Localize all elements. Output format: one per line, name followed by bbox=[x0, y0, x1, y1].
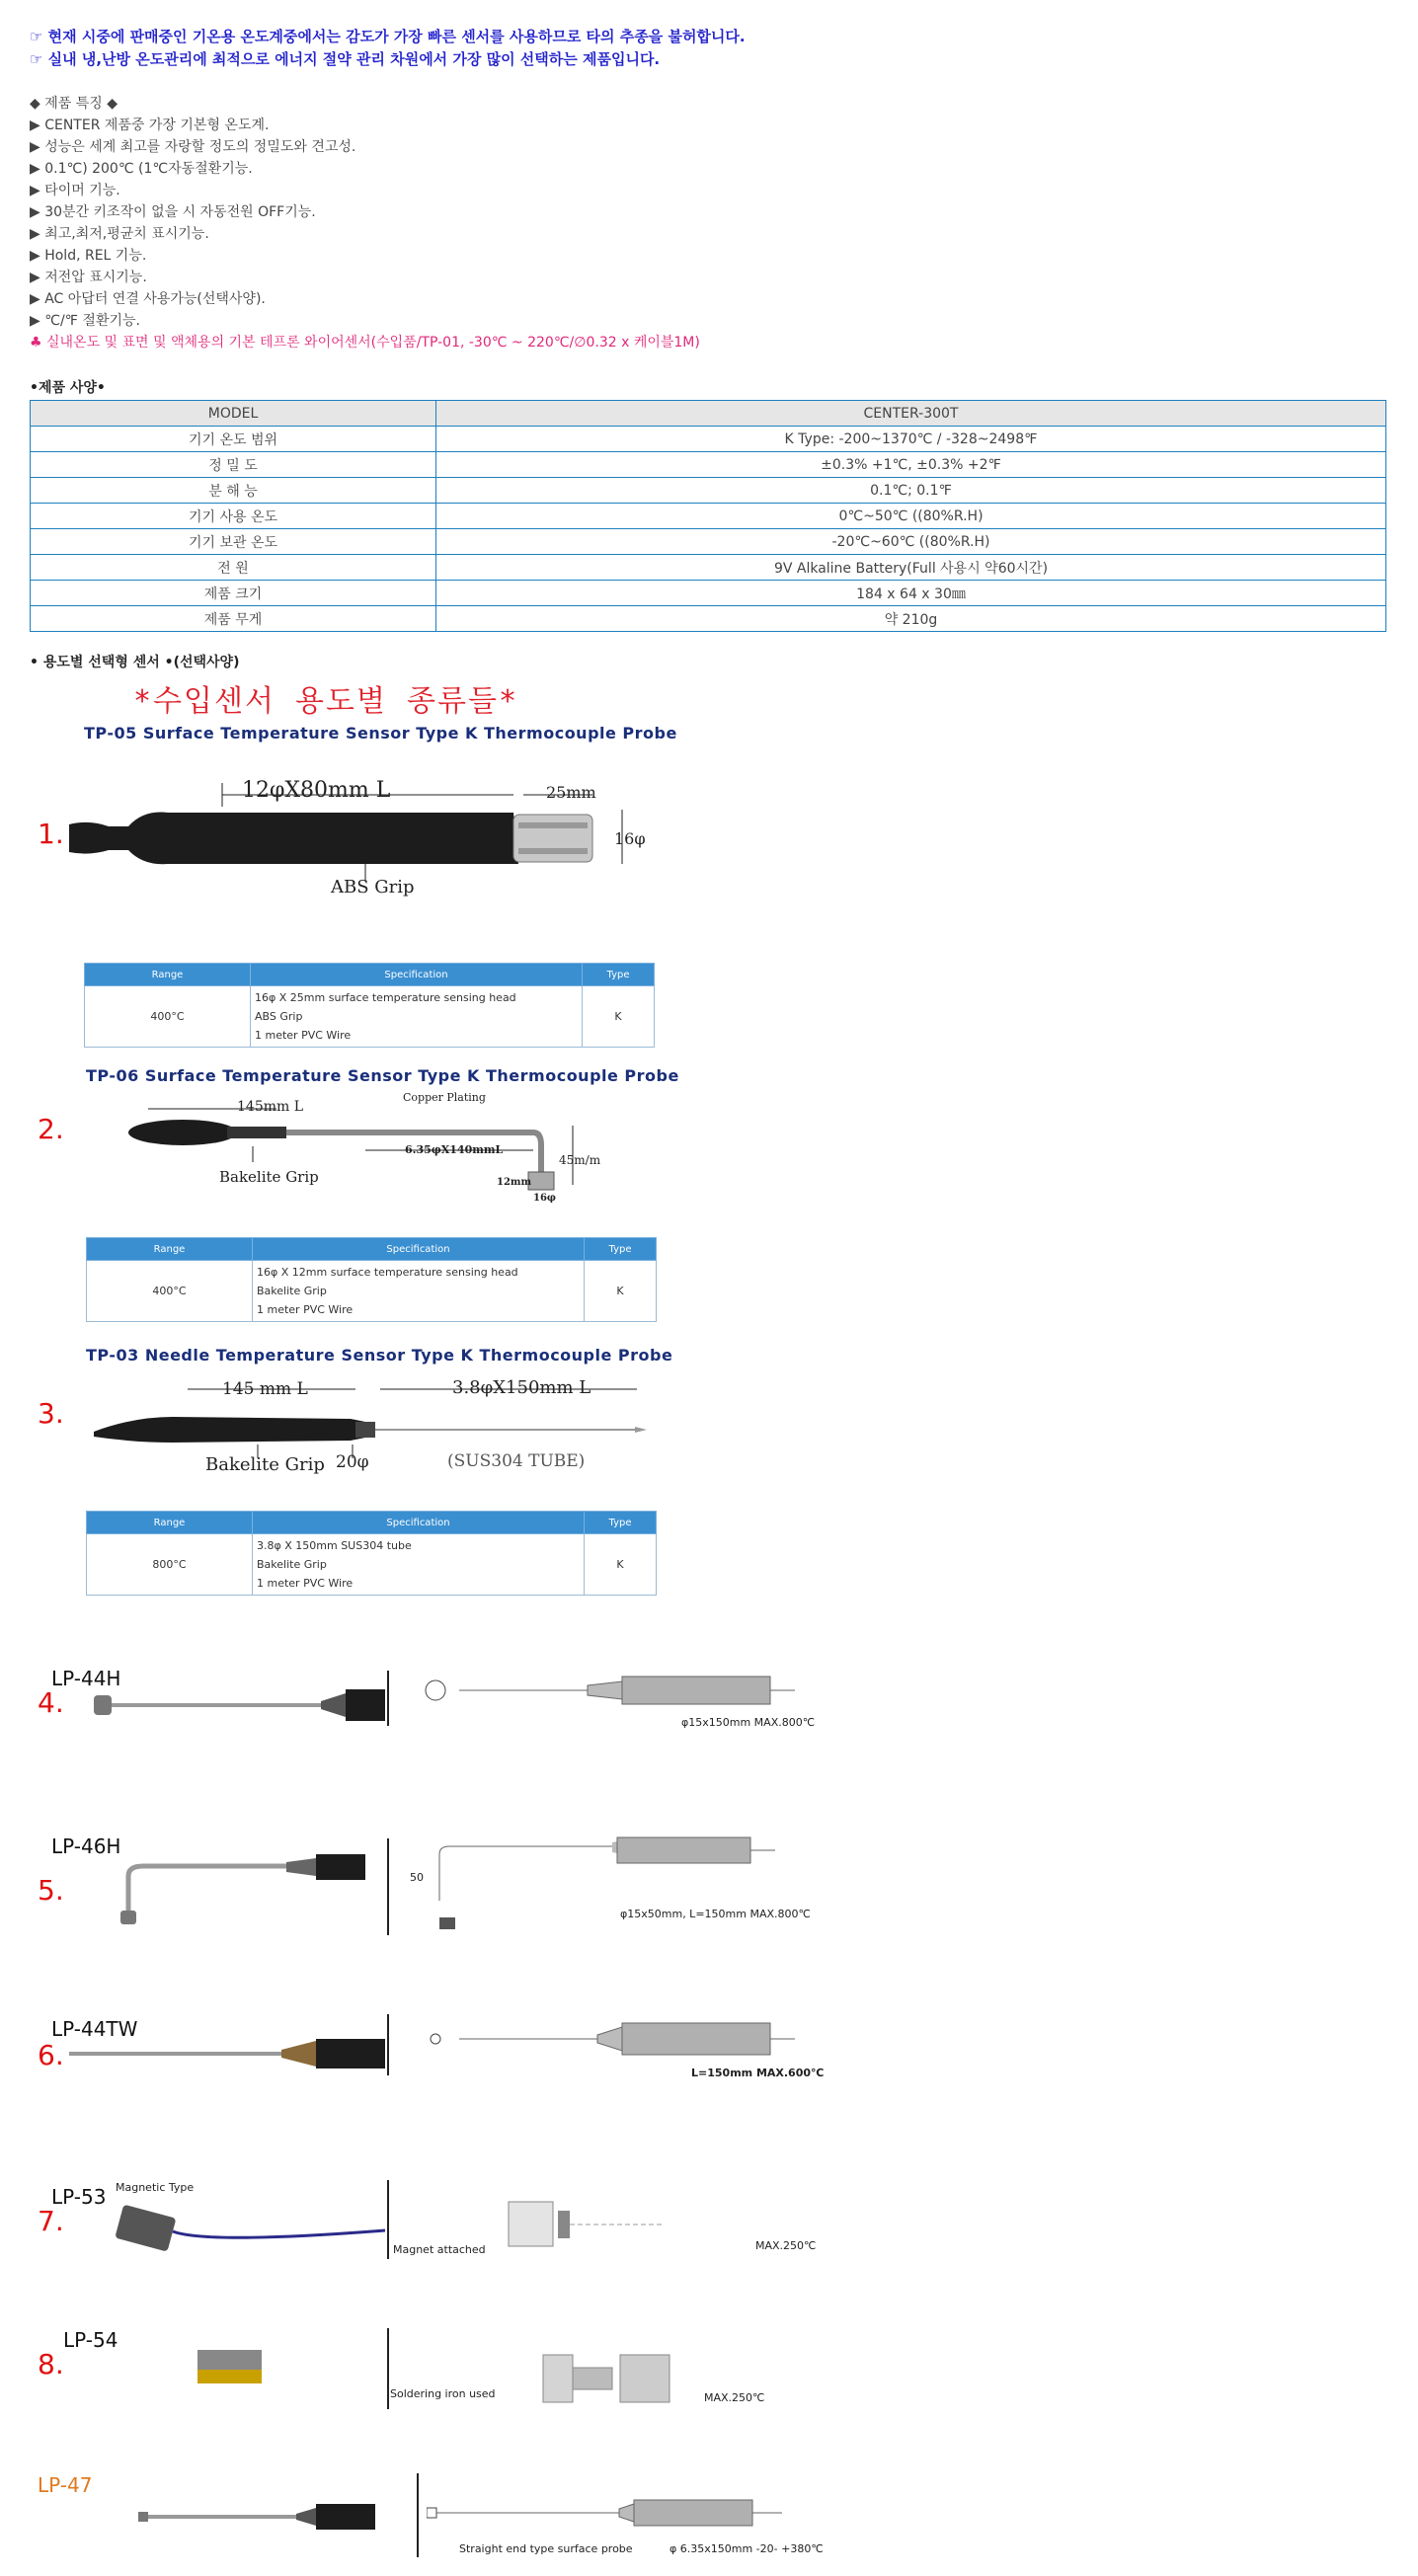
spec-key: 정 밀 도 bbox=[31, 452, 436, 478]
feature-item: ▶ AC 아답터 연결 사용가능(선택사양). bbox=[30, 291, 266, 307]
lp-name: LP-46H bbox=[51, 1834, 121, 1858]
spec-cell bbox=[253, 1261, 585, 1322]
probe-ferrule bbox=[355, 1422, 375, 1438]
probe-spec-table bbox=[86, 1511, 657, 1596]
spec-value: ±0.3% +1℃, ±0.3% +2℉ bbox=[436, 452, 1386, 478]
range-cell: 800°C bbox=[87, 1534, 253, 1596]
feature-item: ▶ 최고,최저,평균치 표시기능. bbox=[30, 226, 209, 242]
probe-tip bbox=[528, 1172, 554, 1190]
probe-handle bbox=[316, 2504, 375, 2530]
feature-item: ▶ 30분간 키조작이 없을 시 자동전원 OFF기능. bbox=[30, 204, 316, 220]
lp53-photo bbox=[109, 2197, 385, 2256]
probe-grip bbox=[128, 1120, 237, 1145]
divider bbox=[417, 2473, 419, 2557]
spec-key: 전 원 bbox=[31, 555, 436, 581]
spec-cell bbox=[251, 986, 583, 1048]
lp-note: Straight end type surface probe bbox=[459, 2542, 633, 2555]
mini-header-type: Type bbox=[585, 1238, 657, 1261]
spec-key: 기기 보관 온도 bbox=[31, 529, 436, 555]
lp46h-photo bbox=[99, 1846, 385, 1930]
lp-name: LP-44H bbox=[51, 1667, 121, 1690]
spec-line: 16φ X 12mm surface temperature sensing head bbox=[257, 1266, 518, 1279]
feature-item: ▶ CENTER 제품중 가장 기본형 온도계. bbox=[30, 117, 270, 133]
feature-item: ▶ 성능은 세계 최고를 자랑할 정도의 정밀도와 견고성. bbox=[30, 139, 356, 155]
dim-label: ABS Grip bbox=[331, 877, 415, 898]
intro-line-1: ☞ 현재 시중에 판매중인 기온용 온도계중에서는 감도가 가장 빠른 센서를 사용하므로 타의 추종을 불허합니다. bbox=[30, 28, 746, 45]
spec-line: Bakelite Grip bbox=[257, 1558, 327, 1571]
dim-label: 12φX80mm L bbox=[242, 778, 391, 803]
type-cell: K bbox=[585, 1261, 657, 1322]
table-row bbox=[87, 1534, 657, 1596]
table-row bbox=[31, 504, 1386, 529]
lp44h-photo bbox=[59, 1674, 385, 1733]
probe-band bbox=[197, 2370, 262, 2383]
magnet-head bbox=[115, 2205, 176, 2252]
lp46h-drawing bbox=[420, 1836, 825, 1935]
dim-label: 6.35φX140mmL bbox=[405, 1143, 504, 1156]
item-number: 5. bbox=[38, 1874, 64, 1907]
lp44tw-photo bbox=[59, 2029, 385, 2078]
item-number: 3. bbox=[38, 1397, 64, 1430]
spec-header-value: CENTER-300T bbox=[436, 401, 1386, 427]
spec-title: •제품 사양• bbox=[30, 380, 106, 396]
probe-tip bbox=[94, 1695, 112, 1715]
item-number: 1. bbox=[38, 818, 64, 850]
big-title: *수입센서 용도별 종류들* bbox=[133, 684, 519, 719]
probe-connector bbox=[573, 2368, 612, 2389]
lp-caption: φ15x50mm, L=150mm MAX.800℃ bbox=[620, 1908, 811, 1920]
dim-label: 16φ bbox=[533, 1193, 556, 1204]
probe-cable bbox=[173, 2230, 385, 2237]
spec-key: 기기 온도 범위 bbox=[31, 427, 436, 452]
spec-cell bbox=[253, 1534, 585, 1596]
probe-handle bbox=[634, 2500, 752, 2526]
feature-item: ▶ 타이머 기능. bbox=[30, 183, 120, 198]
lp-name: LP-53 bbox=[51, 2185, 107, 2209]
probe-body bbox=[69, 813, 518, 865]
spec-line: 1 meter PVC Wire bbox=[257, 1303, 354, 1316]
probe-tip-view bbox=[439, 1917, 455, 1929]
probe-end-view bbox=[427, 2508, 436, 2518]
spec-key: 분 해 능 bbox=[31, 478, 436, 504]
features-title: ◆ 제품 특징 ◆ bbox=[30, 96, 118, 112]
lp-note: Magnet attached bbox=[393, 2243, 486, 2256]
feature-item: ▶ 0.1℃) 200℃ (1℃자동절환기능. bbox=[30, 161, 253, 177]
divider bbox=[387, 1671, 389, 1726]
mini-header-spec: Specification bbox=[251, 964, 583, 986]
range-cell: 400°C bbox=[85, 986, 251, 1048]
dim-label: 12mm bbox=[497, 1177, 532, 1188]
spec-value: 184 x 64 x 30㎜ bbox=[436, 581, 1386, 606]
table-row bbox=[31, 555, 1386, 581]
item-number: 8. bbox=[38, 2348, 64, 2381]
lp47-drawing bbox=[427, 2498, 822, 2537]
intro-line-2: ☞ 실내 냉,난방 온도관리에 최적으로 에너지 절약 관리 차원에서 가장 많이 선택하는 제품입니다. bbox=[30, 50, 661, 68]
probe-cone bbox=[619, 2504, 634, 2522]
divider bbox=[387, 2014, 389, 2075]
probe-neck bbox=[227, 1127, 286, 1138]
probe-cone bbox=[612, 1841, 617, 1853]
probe-head bbox=[558, 2211, 570, 2238]
feature-item: ▶ Hold, REL 기능. bbox=[30, 248, 147, 264]
probe-spec-table bbox=[86, 1237, 657, 1322]
spec-line: 1 meter PVC Wire bbox=[257, 1577, 354, 1590]
table-row bbox=[31, 478, 1386, 504]
table-row bbox=[31, 452, 1386, 478]
spec-value: 약 210g bbox=[436, 606, 1386, 632]
lp-caption: L=150mm MAX.600℃ bbox=[691, 2067, 825, 2079]
lp54-photo bbox=[193, 2342, 272, 2396]
dim-label: 25mm bbox=[546, 783, 596, 802]
lp54-drawing bbox=[541, 2350, 689, 2409]
probe-handle bbox=[316, 2039, 385, 2069]
spec-value: K Type: -200~1370℃ / -328~2498℉ bbox=[436, 427, 1386, 452]
spec-value: -20℃~60℃ ((80%R.H) bbox=[436, 529, 1386, 555]
spec-line: 3.8φ X 150mm SUS304 tube bbox=[257, 1539, 412, 1552]
probe-side-view bbox=[620, 2355, 670, 2402]
magnet-body bbox=[509, 2202, 553, 2246]
probe-head-rib bbox=[518, 848, 588, 854]
mini-header-type: Type bbox=[583, 964, 655, 986]
probe-title: TP-05 Surface Temperature Sensor Type K Thermocouple Probe bbox=[84, 724, 677, 742]
spec-line: 1 meter PVC Wire bbox=[255, 1029, 352, 1042]
lp-caption: φ15x150mm MAX.800℃ bbox=[681, 1716, 816, 1729]
dim-label: 145mm L bbox=[237, 1099, 304, 1115]
probe-body bbox=[543, 2355, 573, 2402]
spec-line: Bakelite Grip bbox=[257, 1285, 327, 1297]
table-row bbox=[85, 986, 655, 1048]
spec-key: 제품 무게 bbox=[31, 606, 436, 632]
type-cell: K bbox=[585, 1534, 657, 1596]
spec-line: ABS Grip bbox=[255, 1010, 303, 1023]
range-cell: 400°C bbox=[87, 1261, 253, 1322]
probe-title: TP-06 Surface Temperature Sensor Type K Thermocouple Probe bbox=[86, 1066, 679, 1085]
lp-name: LP-47 bbox=[38, 2473, 93, 2497]
probe-end-view bbox=[426, 1680, 445, 1700]
dim-label: 45m/m bbox=[559, 1153, 601, 1167]
spec-key: 제품 크기 bbox=[31, 581, 436, 606]
probe-cone bbox=[321, 1693, 346, 1717]
divider bbox=[387, 2328, 389, 2409]
mini-header-spec: Specification bbox=[253, 1238, 585, 1261]
dim-label: Copper Plating bbox=[403, 1091, 486, 1104]
probe-cone bbox=[588, 1681, 622, 1699]
probe-handle bbox=[346, 1689, 385, 1721]
probe-cone bbox=[296, 2508, 316, 2526]
mini-header-range: Range bbox=[87, 1512, 253, 1534]
mini-header-spec: Specification bbox=[253, 1512, 585, 1534]
lp-sub: Magnetic Type bbox=[116, 2181, 195, 2194]
probe-spec-table bbox=[84, 963, 655, 1048]
probe-rod bbox=[439, 1846, 612, 1901]
lp-caption: MAX.250℃ bbox=[704, 2391, 765, 2404]
divider bbox=[387, 2180, 389, 2259]
lp-caption: MAX.250℃ bbox=[755, 2239, 817, 2252]
spec-value: 0℃~50℃ ((80%R.H) bbox=[436, 504, 1386, 529]
spec-value: 0.1℃; 0.1℉ bbox=[436, 478, 1386, 504]
dim-label: Bakelite Grip bbox=[205, 1454, 325, 1475]
mini-header-range: Range bbox=[87, 1238, 253, 1261]
probe-head-rib bbox=[518, 822, 588, 828]
table-row bbox=[31, 606, 1386, 632]
lp47-photo bbox=[138, 2498, 390, 2533]
sensor-title: • 용도별 선택형 센서 •(선택사양) bbox=[30, 655, 240, 670]
mini-header-range: Range bbox=[85, 964, 251, 986]
spec-header-model: MODEL bbox=[31, 401, 436, 427]
spec-header-row bbox=[31, 401, 1386, 427]
probe-cone bbox=[281, 2041, 316, 2067]
probe-head bbox=[513, 815, 592, 862]
probe-cone bbox=[597, 2027, 622, 2051]
mini-header-type: Type bbox=[585, 1512, 657, 1534]
table-row bbox=[87, 1261, 657, 1322]
lp-name: LP-44TW bbox=[51, 2017, 138, 2041]
item-number: 2. bbox=[38, 1113, 64, 1145]
feature-item: ▶ ℃/℉ 절환기능. bbox=[30, 313, 140, 329]
lp-note: Soldering iron used bbox=[390, 2387, 496, 2400]
probe-title: TP-03 Needle Temperature Sensor Type K Thermocouple Probe bbox=[86, 1346, 673, 1365]
dim-label: 50 bbox=[410, 1871, 424, 1884]
probe-grip bbox=[94, 1417, 370, 1443]
dim-label: 16φ bbox=[614, 829, 646, 848]
lp-name: LP-54 bbox=[63, 2328, 118, 2352]
dim-label: 20φ bbox=[336, 1452, 369, 1472]
item-number: 7. bbox=[38, 2205, 64, 2237]
lp44tw-drawing bbox=[420, 2019, 825, 2064]
lp44h-drawing bbox=[420, 1674, 825, 1718]
lp-caption: φ 6.35x150mm -20- +380℃ bbox=[670, 2542, 824, 2555]
dim-label: 3.8φX150mm L bbox=[452, 1377, 591, 1398]
probe-tip bbox=[138, 2512, 148, 2522]
table-row bbox=[31, 581, 1386, 606]
probe-bend bbox=[533, 1132, 541, 1172]
probe-handle bbox=[316, 1854, 365, 1880]
feature-item: ▶ 저전압 표시기능. bbox=[30, 270, 147, 285]
dim-label: (SUS304 TUBE) bbox=[447, 1451, 586, 1471]
probe-handle bbox=[617, 1837, 750, 1863]
spec-table bbox=[30, 400, 1386, 632]
probe-handle bbox=[622, 2023, 770, 2055]
probe-tip bbox=[120, 1911, 136, 1924]
dim-label: 145 mm L bbox=[222, 1379, 308, 1399]
item-number: 4. bbox=[38, 1686, 64, 1719]
table-row bbox=[31, 427, 1386, 452]
divider bbox=[387, 1838, 389, 1935]
table-row bbox=[31, 529, 1386, 555]
item-number: 6. bbox=[38, 2039, 64, 2071]
spec-value: 9V Alkaline Battery(Full 사용시 약60시간) bbox=[436, 555, 1386, 581]
spec-line: 16φ X 25mm surface temperature sensing head bbox=[255, 991, 516, 1004]
probe-rod bbox=[128, 1866, 286, 1911]
probe-cone bbox=[286, 1858, 316, 1876]
dim-label: Bakelite Grip bbox=[219, 1168, 319, 1186]
probe-handle bbox=[622, 1677, 770, 1704]
feature-highlight: ♣ 실내온도 및 표면 및 액체용의 기본 테프론 와이어센서(수입품/TP-01, -30℃ ~ 220℃/∅0.32 x 케이블1M) bbox=[30, 335, 700, 351]
type-cell: K bbox=[583, 986, 655, 1048]
spec-key: 기기 사용 온도 bbox=[31, 504, 436, 529]
probe-end-view bbox=[431, 2034, 440, 2044]
probe-needle-tip bbox=[635, 1427, 647, 1433]
lp53-drawing bbox=[499, 2197, 667, 2256]
